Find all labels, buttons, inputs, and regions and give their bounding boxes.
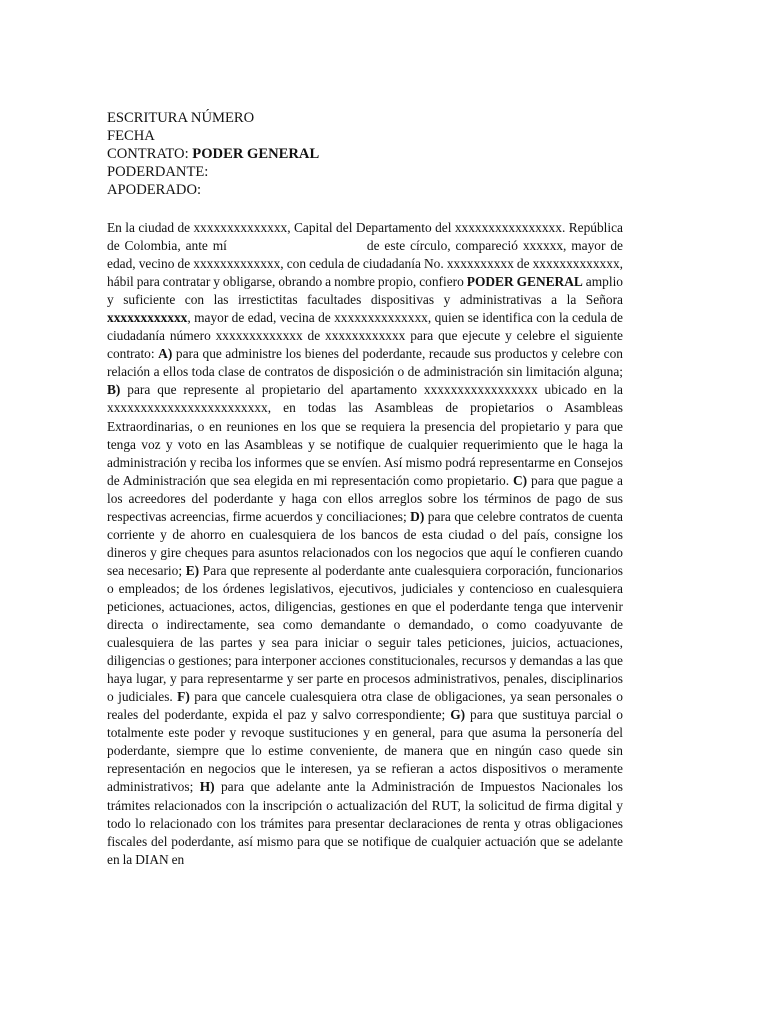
document-body [107, 219, 623, 869]
clause-c-text: para que pague a los acreedores del poderdante y haga con ellos arreglos sobre los términos de pago de sus respectivas acreencias, firme acuerdos y conciliaciones; [107, 472, 623, 524]
clause-marker-c: C) [512, 472, 528, 488]
clause-e-text: Para que represente al poderdante ante cualesquiera corporación, funcionarios o empleados; de los órdenes legislativos, ejecutivos, judiciales y contencioso en cualesquiera peticiones, actuaciones, actos, diligencias, gestiones en que el poderdante tenga que intervenir directa o indirectamente, sea como demandante o demandado, o como coadyuvante de cualesquiera de las partes y sea para iniciar o seguir tales peticiones, juicios, actuaciones, diligencias o gestiones; para interponer acciones constitucionales, recursos y demandas a las que haya lugar, y para representarme y ser parte en procesos administrativos, penales, disciplinarios o judiciales. [107, 562, 623, 705]
fecha-line: FECHA [107, 128, 155, 144]
document-header [107, 109, 319, 199]
clause-marker-f: F) [177, 689, 190, 705]
bold-term: xxxxxxxxxxxx [107, 310, 188, 326]
clause-marker-d: D) [410, 508, 425, 524]
clause-marker-e: E) [185, 562, 200, 578]
apoderado-line: APODERADO: [107, 182, 202, 198]
clause-marker-b: B) [107, 382, 121, 398]
clause-h-text: para que adelante ante la Administración de Impuestos Nacionales los trámites relacionados con la inscripción o actualización del RUT, la solicitud de firma digital y todo lo relacionado con los trámites para presentar declaraciones de renta y otras obligaciones fiscales del poderdante, así mismo para que se notifique de cualquier actuación que se adelante en la DIAN en [107, 779, 623, 867]
contrato-value: PODER GENERAL [192, 146, 320, 162]
clause-d-text: para que celebre contratos de cuenta corriente y de ahorro en cualesquiera de los bancos de esta ciudad o del país, consigne los dineros y gire cheques para asuntos relacionados con los negocios que aquí le confieren cuando sea necesario; [107, 508, 623, 578]
body-text: En la ciudad de xxxxxxxxxxxxxx, Capital del Departamento del xxxxxxxxxxxxxxxx. República de Colombia, ante mí [107, 220, 623, 254]
clause-marker-g: G) [450, 707, 466, 723]
body-text: , mayor de edad, vecina de xxxxxxxxxxxxxx, quien se identifica con la cedula de ciudadanía número xxxxxxxxxxxxx de xxxxxxxxxxxx para que ejecute y celebre el siguiente contrato: [107, 310, 623, 362]
bold-term: PODER GENERAL [466, 274, 583, 290]
poderdante-line: PODERDANTE: [107, 164, 209, 180]
clause-marker-h: H) [199, 779, 215, 795]
escritura-number-line: ESCRITURA NÚMERO [107, 110, 255, 126]
clause-a-text: para que administre los bienes del poderdante, recaude sus productos y celebre con relación a ellos toda clase de contratos de disposición o de administración sin limitación alguna; [107, 346, 623, 380]
clause-g-text: para que sustituya parcial o totalmente este poder y revoque sustituciones y en general, para que asuma la personería del poderdante, siempre que lo estime conveniente, de manera que en ningún caso quede sin representación en negocios que le interesen, ya se refieran a actos dispositivos o meramente administrativos; [107, 707, 623, 795]
clause-f-text: para que cancele cualesquiera otra clase de obligaciones, ya sean personales o reales del poderdante, expida el paz y salvo correspondiente; [107, 689, 623, 723]
clause-b-text: para que represente al propietario del apartamento xxxxxxxxxxxxxxxxx ubicado en la xxxxxxxxxxxxxxxxxxxxxxxx, en todas las Asambleas de propietarios o Asambleas Extraordinarias, o en reuniones en los que se requiera la presencia del propietario y para que tenga voz y voto en las Asambleas y se notifique de cualquier requerimiento que le haga la administración y reciba los informes que se envíen. Así mismo podrá representarme en Consejos de Administración que sea elegida en mi representación como propietario. [107, 382, 623, 488]
contrato-label: CONTRATO: [107, 146, 193, 162]
contrato-line [107, 145, 319, 163]
body-text: de este círculo, compareció xxxxxx, mayor de edad, vecino de xxxxxxxxxxxxx, con cedula de ciudadanía No. xxxxxxxxxx de xxxxxxxxxxxxx, hábil para contratar y obligarse, obrando a nombre propio, confiero [107, 238, 623, 290]
clause-marker-a: A) [158, 346, 173, 362]
body-text: amplio y suficiente con las irrestictitas facultades dispositivas y administrativas a la Señora [107, 274, 623, 308]
